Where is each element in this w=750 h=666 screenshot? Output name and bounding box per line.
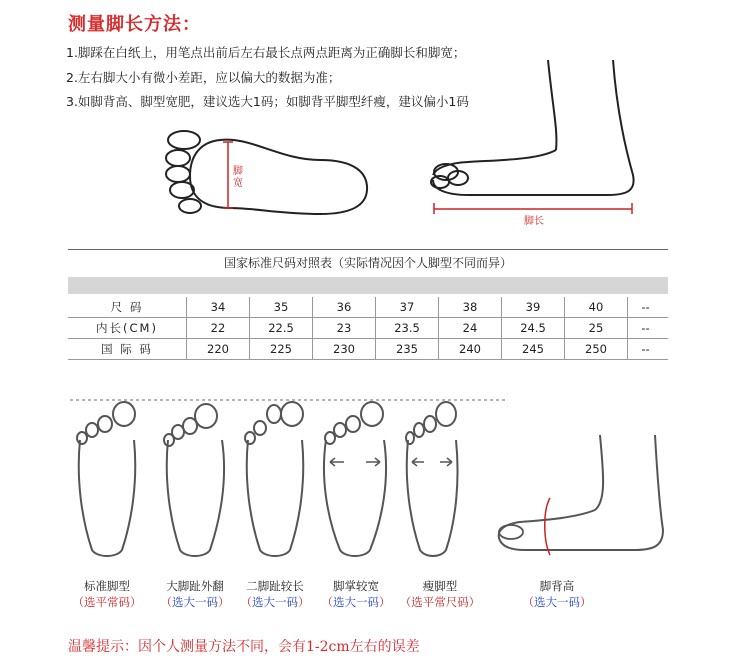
table-cell: 38 (439, 297, 502, 317)
instruction-1: 1.脚踩在白纸上，用笔点出前后左右最长点两点距离为正确脚长和脚宽； (66, 45, 466, 60)
table-cell: 34 (187, 297, 250, 317)
table-row-size (68, 297, 668, 318)
table-cell: 240 (439, 339, 502, 359)
paren-open: （ (240, 595, 252, 609)
instruction-3: 3.如脚背高、脚型宽肥，建议选大1码；如脚背平脚型纤瘦，建议偏小1码 (66, 94, 469, 109)
foot-type-name: 大脚趾外翻 (166, 579, 224, 593)
paren-close: ） (468, 595, 481, 609)
foot-type-advice (388, 594, 492, 610)
warm-tip: 温馨提示：因个人测量方法不同，会有1-2cm左右的误差 (68, 639, 420, 655)
paren-close: ） (580, 595, 592, 609)
paren-close: ） (218, 595, 230, 609)
advice-text: 选大一码 (172, 595, 218, 609)
foot-type-wide-illustration (320, 400, 390, 560)
table-cell: 230 (313, 339, 376, 359)
table-cell: 39 (502, 297, 565, 317)
table-cell: 24 (439, 318, 502, 338)
page-title: 测量脚长方法： (68, 14, 201, 35)
table-cell: 40 (565, 297, 628, 317)
paren-open: （ (321, 595, 333, 609)
table-cell: 36 (313, 297, 376, 317)
paren-open: （ (72, 595, 84, 609)
table-cell: 250 (565, 339, 628, 359)
paren-close: ） (379, 595, 391, 609)
table-cell: 23.5 (376, 318, 439, 338)
paren-open: （ (522, 595, 534, 609)
foot-type-long-second-toe-illustration (240, 400, 310, 560)
table-cell: -- (641, 300, 650, 314)
table-cell: -- (641, 321, 650, 335)
foot-type-advice (510, 594, 604, 610)
table-cell: 235 (376, 339, 439, 359)
paren-close: ） (298, 595, 310, 609)
table-row-inner-length (68, 318, 668, 339)
table-cell: 25 (565, 318, 628, 338)
foot-type-name: 瘦脚型 (422, 579, 458, 593)
table-cell: 35 (250, 297, 313, 317)
advice-text: 选大一码 (252, 595, 298, 609)
table-cell: 245 (502, 339, 565, 359)
foot-width-label: 脚宽 (233, 166, 243, 189)
paren-close: ） (130, 595, 142, 609)
foot-top-view-illustration (160, 128, 375, 218)
table-cell: 24.5 (502, 318, 565, 338)
foot-type-slim-illustration (398, 400, 468, 560)
foot-type-name: 脚掌较宽 (333, 579, 379, 593)
foot-type-standard-illustration (72, 400, 142, 560)
foot-type-high-instep-illustration (495, 430, 665, 560)
foot-type-advice (228, 594, 322, 610)
table-cell: 220 (187, 339, 250, 359)
table-cell: 23 (313, 318, 376, 338)
advice-text: 选大一码 (333, 595, 379, 609)
row-header: 国 际 码 (68, 339, 187, 359)
table-cell: -- (641, 342, 650, 356)
foot-type-name: 二脚趾较长 (246, 579, 304, 593)
foot-type-advice (60, 594, 154, 610)
table-row-international (68, 339, 668, 360)
advice-text: 选平常尺码 (411, 595, 469, 609)
row-header: 尺 码 (68, 297, 187, 317)
foot-type-bunion-illustration (160, 400, 230, 560)
foot-type-name: 脚背高 (539, 579, 575, 593)
foot-length-label: 脚长 (524, 216, 544, 227)
advice-text: 选大一码 (534, 595, 580, 609)
size-table-band (68, 277, 668, 294)
instruction-2: 2.左右脚大小有微小差距，应以偏大的数据为准； (66, 70, 341, 85)
table-cell: 37 (376, 297, 439, 317)
foot-type-name: 标准脚型 (84, 579, 130, 593)
table-cell: 225 (250, 339, 313, 359)
table-cell: 22 (187, 318, 250, 338)
advice-text: 选平常码 (84, 595, 130, 609)
paren-open: （ (399, 595, 412, 609)
foot-side-view-illustration (428, 50, 638, 215)
row-header: 内长(CM) (68, 318, 187, 338)
table-cell: 22.5 (250, 318, 313, 338)
size-table-title: 国家标准尺码对照表（实际情况因个人脚型不同而异） (68, 249, 668, 278)
paren-open: （ (160, 595, 172, 609)
